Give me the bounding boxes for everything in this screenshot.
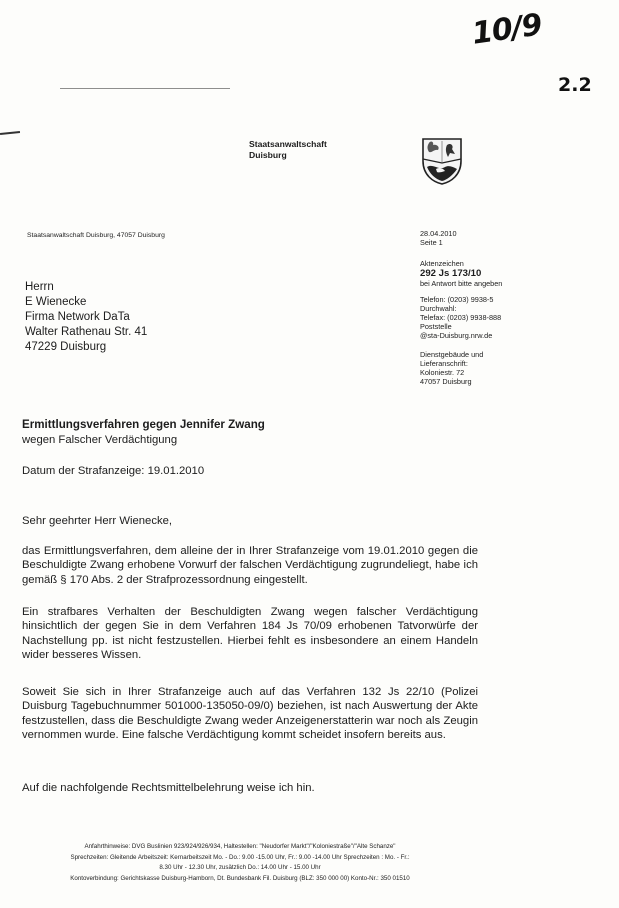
letter-greeting: Sehr geehrter Herr Wienecke,: [22, 515, 173, 527]
phone-number: Telefon: (0203) 9938-5: [420, 295, 494, 304]
handwritten-reference: 10/9: [469, 7, 544, 52]
handwritten-mark: 2.2: [558, 74, 592, 96]
scan-artifact-mark: [0, 131, 20, 135]
building-city: 47057 Duisburg: [420, 377, 472, 386]
paragraph-3: Soweit Sie sich in Ihrer Strafanzeige auch auf das Verfahren 132 Js 22/10 (Polizei Duisburg Tagebuchnummer 501000-135050-09/0) beziehen, ist nach Auswertung der Akte festzustellen, dass die Beschuldigte Zwang weder Anzeigenerstatterin war noch als Zeugin vernommen wurde. Eine falsche Verdächtigung kommt scheidet insofern bereits aus.: [22, 686, 478, 741]
recipient-city: 47229 Duisburg: [25, 341, 107, 353]
recipient-company: Firma Network DaTa: [25, 311, 130, 323]
footer-office-hours-2: 8.30 Uhr - 12.30 Uhr, zusätzlich Do.: 14.00 Uhr - 15.00 Uhr: [159, 864, 321, 871]
authority-line-1: Staatsanwaltschaft: [249, 139, 327, 149]
footer-directions: Anfahrthinweise: DVG Buslinien 923/924/926/934, Haltestellen: "Neudorfer Markt"/"Koloniestraße"/"Alte Schanze": [84, 843, 396, 850]
paragraph-1: das Ermittlungsverfahren, dem alleine der in Ihrer Strafanzeige vom 19.01.2010 gegen die Beschuldigte Zwang erhobene Vorwurf der falschen Verdächtigung zugrundeliegt, habe ich gemäß § 170 Abs. 2 der Strafprozessordnung eingestellt.: [22, 545, 478, 586]
direct-dial-label: Durchwahl:: [420, 304, 457, 313]
reference-note: bei Antwort bitte angeben: [420, 279, 503, 288]
building-label-2: Lieferanschrift:: [420, 359, 468, 368]
return-address: Staatsanwaltschaft Duisburg, 47057 Duisburg: [27, 232, 165, 239]
mail-address: @sta-Duisburg.nrw.de: [420, 331, 493, 340]
building-label-1: Dienstgebäude und: [420, 350, 484, 359]
recipient-salutation: Herrn: [25, 281, 54, 293]
building-street: Koloniestr. 72: [420, 368, 465, 377]
scan-artifact-line: [60, 88, 230, 89]
letter-footer: [20, 842, 460, 884]
nrw-coat-of-arms-emblem: [421, 137, 463, 185]
footer-office-hours: Sprechzeiten: Gleitende Arbeitszeit: Kernarbeitszeit Mo. - Do.: 9.00 -15.00 Uhr, Fr.: 9.00 -14.00 Uhr Sprechzeiten : Mo. - Fr.:: [70, 853, 410, 861]
page-number: Seite 1: [420, 238, 443, 247]
reference-label: Aktenzeichen: [420, 259, 464, 268]
paragraph-2: Ein strafbares Verhalten der Beschuldigten Zwang wegen falscher Verdächtigung hinsichtlich der gegen Sie in dem Verfahren 184 Js 70/09 erhobenen Tatvorwürfe der Nachstellung pp. ist nicht festzustellen. Hierbei fehlt es insbesondere an einem Handeln wider besseres Wissen.: [22, 606, 478, 661]
subject-subtitle: wegen Falscher Verdächtigung: [22, 434, 178, 446]
recipient-name: E Wienecke: [25, 296, 87, 308]
authority-name: [249, 139, 327, 161]
subject-title: Ermittlungsverfahren gegen Jennifer Zwang: [22, 418, 265, 431]
complaint-date: Datum der Strafanzeige: 19.01.2010: [22, 465, 205, 477]
letter-info-sidebar: [420, 229, 502, 386]
fax-number: Telefax: (0203) 9938-888: [420, 313, 502, 322]
reference-number: 292 Js 173/10: [420, 268, 482, 279]
recipient-street: Walter Rathenau Str. 41: [25, 326, 148, 338]
recipient-address: [25, 280, 147, 355]
letter-date: 28.04.2010: [420, 229, 457, 238]
footer-bank-details: Kontoverbindung: Gerichtskasse Duisburg-Hamborn, Dt. Bundesbank Fil. Duisburg (BLZ: 350 000 00) Konto-Nr.: 350 01510: [70, 874, 410, 882]
paragraph-4: Auf die nachfolgende Rechtsmittelbelehrung weise ich hin.: [22, 782, 315, 794]
authority-line-2: Duisburg: [249, 150, 287, 160]
mail-label: Poststelle: [420, 322, 452, 331]
